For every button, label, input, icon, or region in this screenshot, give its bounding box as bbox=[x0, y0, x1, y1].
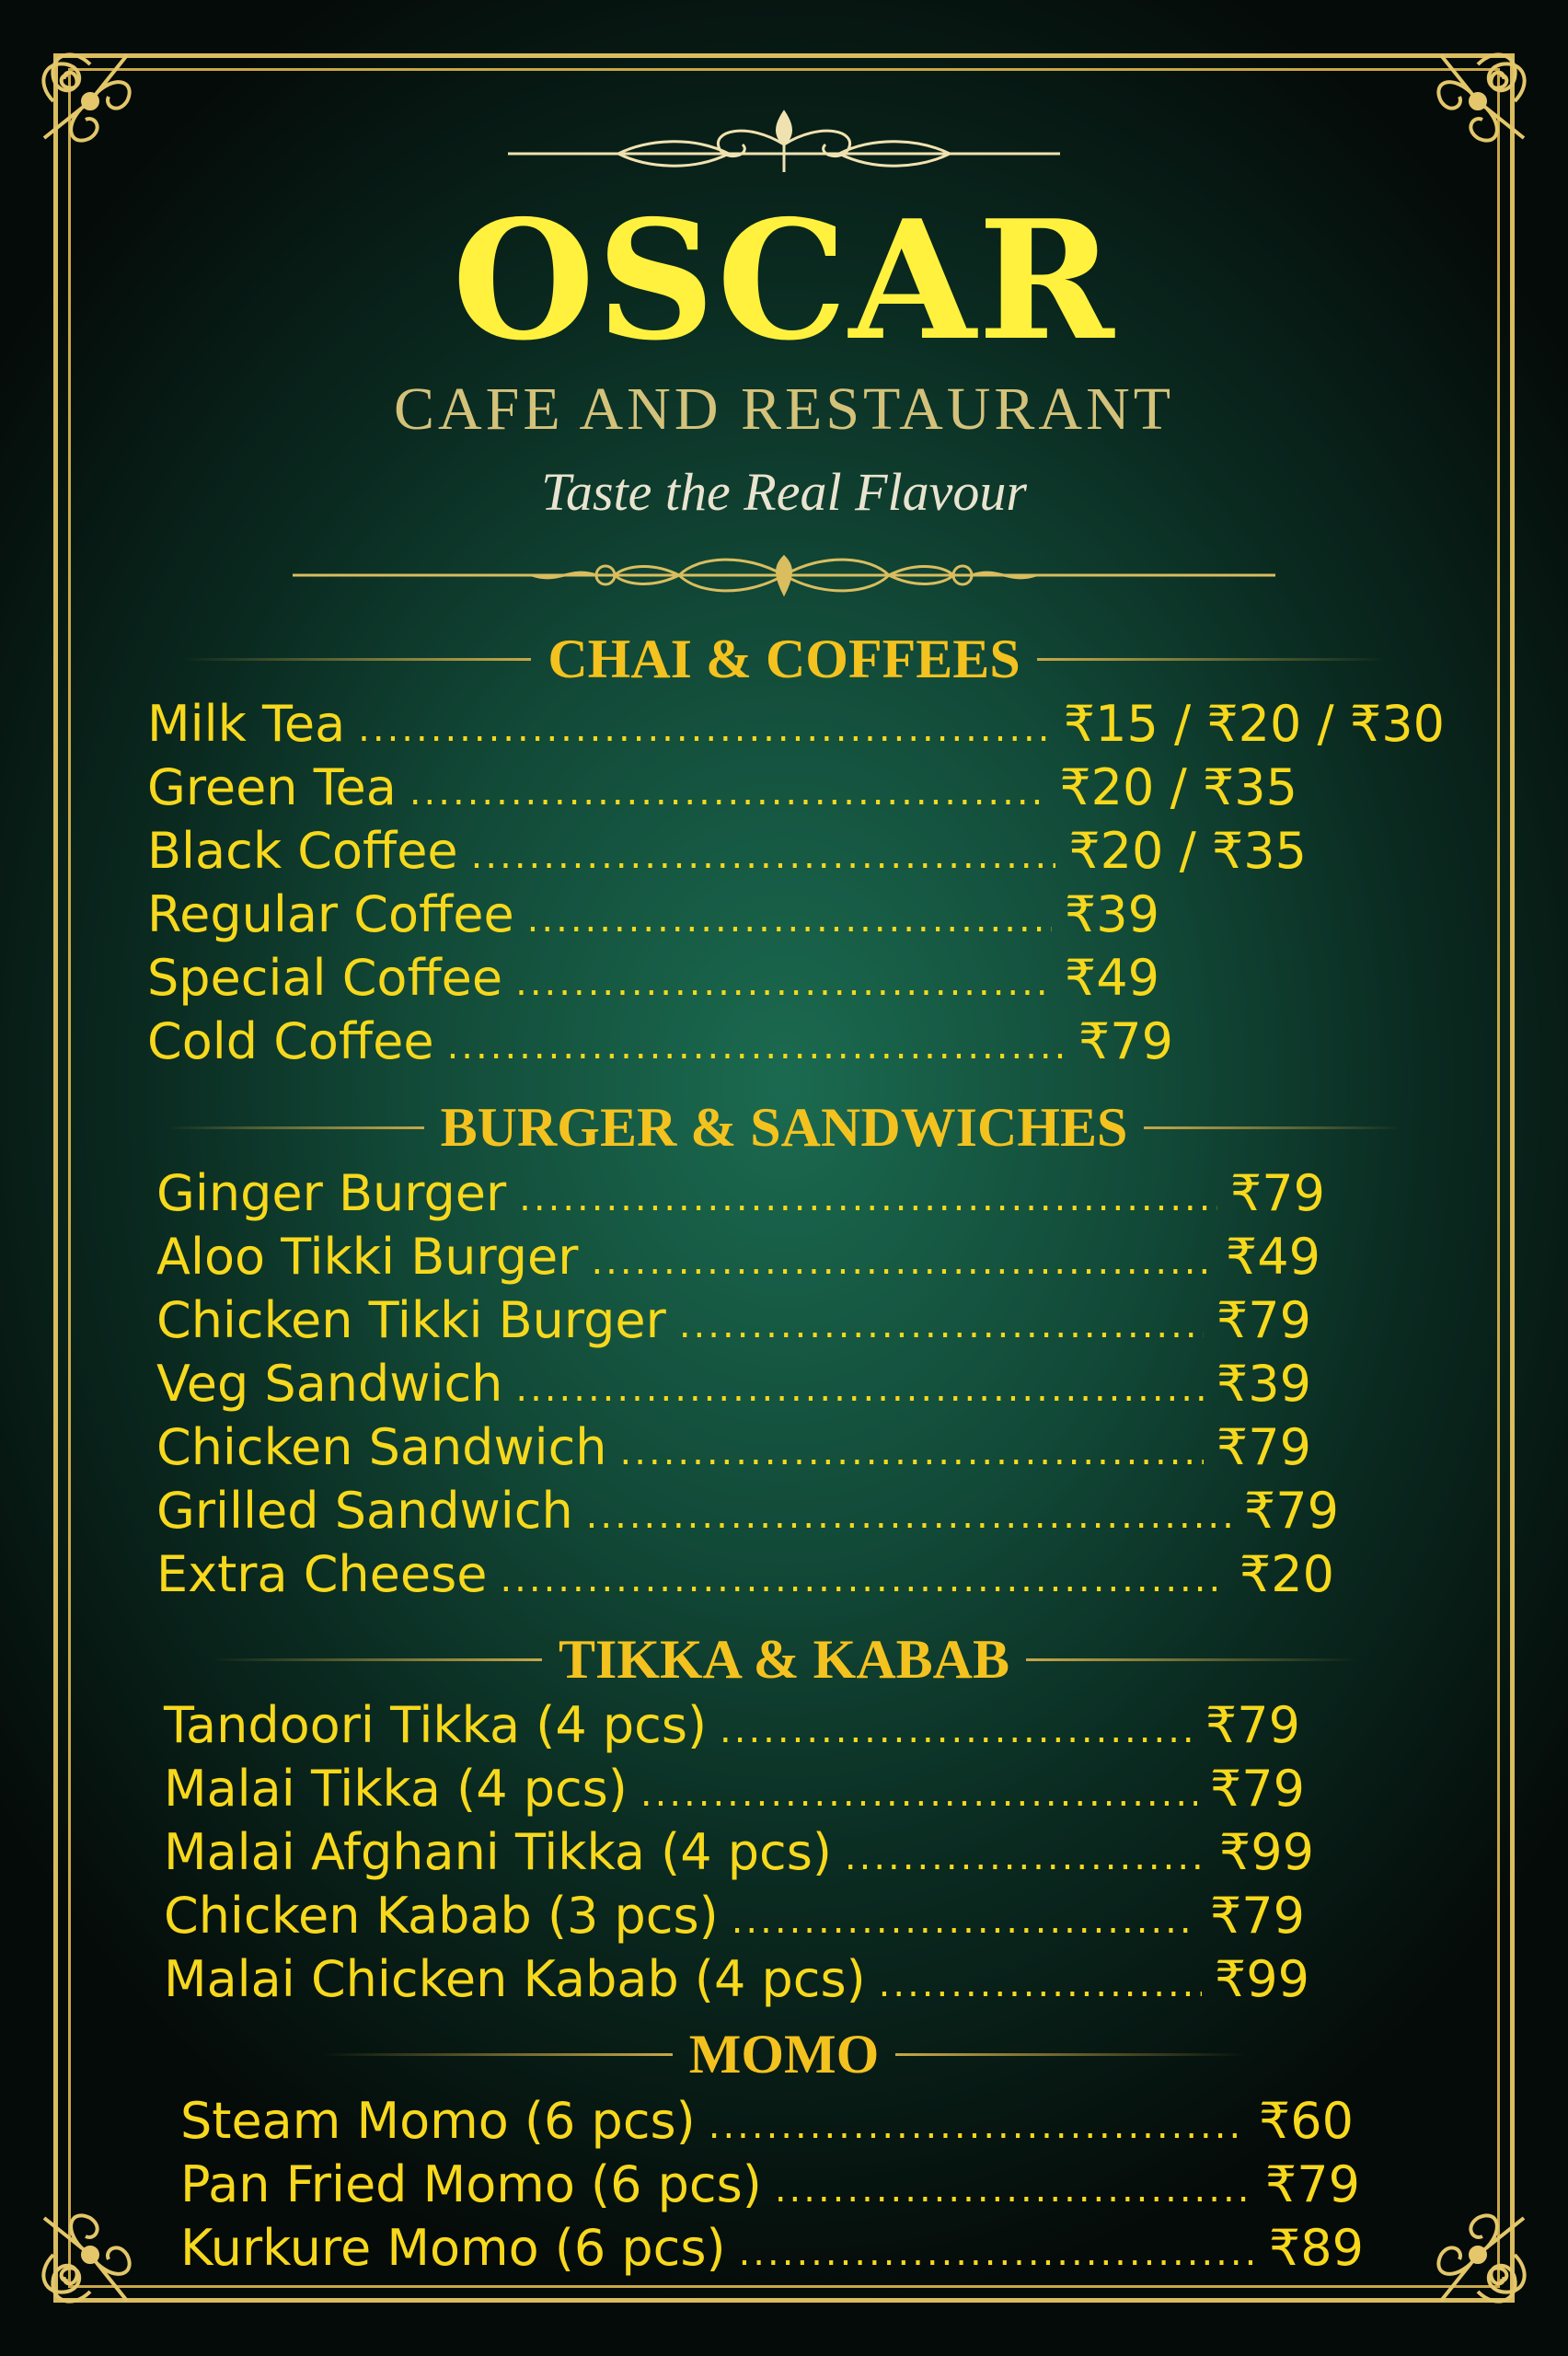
item-name: Veg Sandwich bbox=[156, 1355, 503, 1413]
item-name: Black Coffee bbox=[147, 822, 458, 880]
tagline: Taste the Real Flavour bbox=[541, 462, 1027, 522]
dot-leader bbox=[620, 1420, 1204, 1484]
item-name: Milk Tea bbox=[147, 695, 346, 753]
item-price: ₹15 / ₹20 / ₹30 bbox=[1063, 695, 1445, 753]
item-name: Malai Afghani Tikka (4 pcs) bbox=[164, 1823, 832, 1881]
dot-leader bbox=[709, 2094, 1246, 2158]
header-rule-right bbox=[1037, 658, 1387, 661]
restaurant-name: OSCAR bbox=[452, 184, 1116, 376]
item-name: Green Tea bbox=[147, 758, 397, 816]
item-price: ₹20 / ₹35 bbox=[1059, 758, 1297, 816]
header-rule-right bbox=[1026, 1658, 1357, 1661]
menu-item bbox=[147, 946, 1159, 1011]
header-rule-left bbox=[211, 1658, 542, 1661]
item-name: Steam Momo (6 pcs) bbox=[180, 2092, 696, 2150]
item-price: ₹79 bbox=[1209, 1887, 1305, 1945]
dot-leader bbox=[586, 1484, 1231, 1548]
item-name: Cold Coffee bbox=[147, 1012, 434, 1070]
menu-item bbox=[156, 1479, 1339, 1543]
item-price: ₹89 bbox=[1268, 2219, 1364, 2277]
menu-item bbox=[156, 1161, 1325, 1226]
dot-leader bbox=[640, 1761, 1197, 1826]
dot-leader bbox=[739, 2221, 1256, 2285]
item-name: Tandoori Tikka (4 pcs) bbox=[164, 1696, 708, 1754]
dot-leader bbox=[879, 1952, 1202, 2016]
dot-leader bbox=[358, 697, 1051, 761]
item-name: Chicken Sandwich bbox=[156, 1418, 607, 1476]
item-name: Kurkure Momo (6 pcs) bbox=[180, 2219, 726, 2277]
section-title: MOMO bbox=[688, 2024, 880, 2085]
section-title: BURGER & SANDWICHES bbox=[440, 1097, 1128, 1158]
corner-ornament-icon bbox=[1413, 2190, 1542, 2319]
item-price: ₹79 bbox=[1209, 1760, 1305, 1818]
dot-leader bbox=[447, 1014, 1066, 1079]
item-name: Extra Cheese bbox=[156, 1545, 488, 1603]
dot-leader bbox=[471, 824, 1056, 888]
item-price: ₹39 bbox=[1216, 1355, 1311, 1413]
menu-item bbox=[147, 1010, 1173, 1074]
menu-item bbox=[164, 1757, 1305, 1821]
item-price: ₹49 bbox=[1225, 1228, 1320, 1286]
item-price: ₹39 bbox=[1064, 885, 1159, 943]
item-name: Pan Fried Momo (6 pcs) bbox=[180, 2155, 762, 2213]
menu-item bbox=[180, 2216, 1364, 2281]
section-header-chai-coffees bbox=[0, 631, 1568, 687]
header-rule-left bbox=[167, 1126, 424, 1129]
menu-item bbox=[156, 1415, 1311, 1480]
dot-leader bbox=[591, 1230, 1212, 1294]
item-name: Aloo Tikki Burger bbox=[156, 1228, 579, 1286]
item-name: Chicken Kabab (3 pcs) bbox=[164, 1887, 719, 1945]
dot-leader bbox=[679, 1293, 1204, 1357]
divider-flourish-ornament-icon bbox=[293, 543, 1275, 607]
corner-ornament-icon bbox=[26, 37, 155, 166]
header-rule-right bbox=[895, 2053, 1245, 2056]
menu-item bbox=[156, 1288, 1311, 1353]
header-rule-right bbox=[1144, 1126, 1401, 1129]
item-name: Regular Coffee bbox=[147, 885, 514, 943]
dot-leader bbox=[500, 1547, 1226, 1611]
menu-item bbox=[147, 756, 1297, 820]
header-rule-left bbox=[323, 2053, 673, 2056]
top-flourish-ornament-icon bbox=[508, 103, 1060, 186]
menu-item bbox=[156, 1542, 1334, 1607]
dot-leader bbox=[515, 1357, 1204, 1421]
menu-item bbox=[147, 819, 1307, 884]
corner-ornament-icon bbox=[26, 2190, 155, 2319]
item-name: Ginger Burger bbox=[156, 1164, 507, 1222]
item-price: ₹79 bbox=[1216, 1418, 1311, 1476]
dot-leader bbox=[515, 951, 1052, 1015]
item-price: ₹79 bbox=[1216, 1291, 1311, 1349]
restaurant-subtitle: CAFE AND RESTAURANT bbox=[393, 375, 1175, 443]
menu-item bbox=[164, 1693, 1300, 1758]
menu-item bbox=[156, 1225, 1320, 1289]
item-price: ₹99 bbox=[1218, 1823, 1314, 1881]
item-price: ₹79 bbox=[1243, 1482, 1339, 1540]
menu-item bbox=[164, 1947, 1309, 2012]
menu-item bbox=[180, 2153, 1360, 2217]
item-price: ₹99 bbox=[1214, 1950, 1309, 2008]
item-name: Chicken Tikki Burger bbox=[156, 1291, 666, 1349]
dot-leader bbox=[527, 887, 1052, 952]
header-rule-left bbox=[181, 658, 531, 661]
corner-ornament-icon bbox=[1413, 37, 1542, 166]
dot-leader bbox=[775, 2157, 1252, 2222]
item-price: ₹20 bbox=[1239, 1545, 1334, 1603]
dot-leader bbox=[732, 1888, 1197, 1953]
item-name: Malai Chicken Kabab (4 pcs) bbox=[164, 1950, 866, 2008]
dot-leader bbox=[519, 1166, 1217, 1230]
dot-leader bbox=[409, 760, 1047, 825]
section-header-momo bbox=[0, 2024, 1568, 2085]
menu-item bbox=[147, 692, 1445, 756]
section-header-burger-sandwiches bbox=[0, 1097, 1568, 1158]
menu-item bbox=[164, 1820, 1314, 1885]
item-name: Special Coffee bbox=[147, 949, 503, 1007]
menu-item bbox=[164, 1884, 1305, 1948]
menu-item bbox=[180, 2089, 1354, 2154]
section-title: TIKKA & KABAB bbox=[558, 1629, 1010, 1690]
item-price: ₹79 bbox=[1078, 1012, 1173, 1070]
menu-item bbox=[156, 1352, 1311, 1416]
item-price: ₹79 bbox=[1229, 1164, 1325, 1222]
section-title: CHAI & COFFEES bbox=[548, 629, 1020, 689]
item-price: ₹49 bbox=[1064, 949, 1159, 1007]
section-header-tikka-kabab bbox=[0, 1629, 1568, 1690]
dot-leader bbox=[845, 1825, 1206, 1889]
item-price: ₹20 / ₹35 bbox=[1068, 822, 1307, 880]
menu-item bbox=[147, 883, 1159, 947]
dot-leader bbox=[720, 1698, 1193, 1762]
item-price: ₹60 bbox=[1258, 2092, 1354, 2150]
item-name: Malai Tikka (4 pcs) bbox=[164, 1760, 628, 1818]
item-price: ₹79 bbox=[1264, 2155, 1360, 2213]
item-price: ₹79 bbox=[1205, 1696, 1300, 1754]
item-name: Grilled Sandwich bbox=[156, 1482, 573, 1540]
